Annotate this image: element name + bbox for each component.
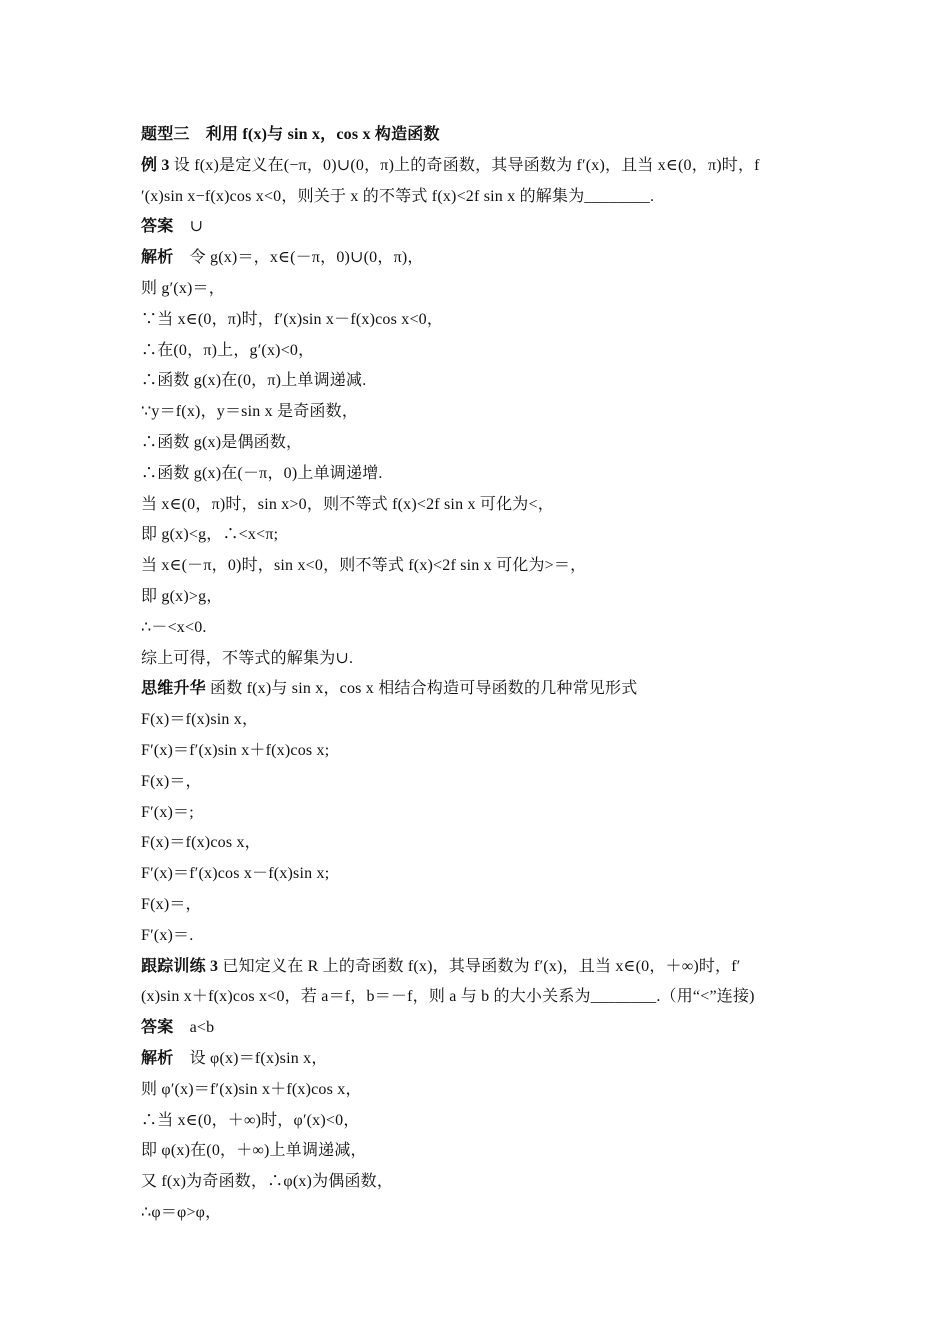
line-text: 设 φ(x)＝f(x)sin x， [173,1049,328,1067]
text-line [141,490,821,521]
line-text: 即 g(x)>g， [141,587,223,605]
text-line [141,1198,821,1229]
formula-line [141,705,821,736]
text-line [141,397,821,428]
formula-line [141,921,821,952]
line-text: 设 f(x)是定义在(−π，0)∪(0，π)上的奇函数，其导函数为 f′(x)，且当 x∈(0，π)时，f [169,156,760,174]
line-text: 则 φ′(x)＝f′(x)sin x＋f(x)cos x， [141,1080,362,1098]
analysis-line [141,243,821,274]
formula-line [141,890,821,921]
line-label: 例 3 [141,156,170,174]
text-line [141,428,821,459]
line-text: 又 f(x)为奇函数，∴φ(x)为偶函数， [141,1173,394,1191]
text-line [141,613,821,644]
text-line [141,644,821,675]
line-text: ∴在(0，π)上，g′(x)<0， [141,341,315,359]
analysis-line [141,1044,821,1075]
formula-line [141,859,821,890]
line-label: 解析 [141,249,174,267]
line-text: ∪ [173,218,204,236]
formula-line [141,767,821,798]
line-text: a<b [173,1019,215,1037]
line-label: 思维升华 [141,680,206,698]
line-text: 则 g′(x)＝， [141,279,225,297]
line-text: 已知定义在 R 上的奇函数 f(x)，其导函数为 f′(x)，且当 x∈(0，＋∞)时，f′ [218,957,741,975]
line-text: 当 x∈(－π，0)时，sin x<0，则不等式 f(x)<2f sin x 可化为>＝， [141,557,587,575]
line-text: ′(x)sin x−f(x)cos x<0，则关于 x 的不等式 f(x)<2f sin x 的解集为________. [141,187,655,205]
text-line [141,520,821,551]
line-text: F(x)＝， [141,772,202,790]
text-line [141,459,821,490]
line-label: 题型三 利用 f(x)与 sin x，cos x 构造函数 [141,126,440,143]
text-line [141,1167,821,1198]
line-text: ∴函数 g(x)在(－π，0)上单调递增. [141,464,383,482]
line-text: 当 x∈(0，π)时，sin x>0，则不等式 f(x)<2f sin x 可化为<， [141,495,554,513]
line-text: ∵y＝f(x)，y＝sin x 是奇函数， [141,403,359,421]
text-line [141,1075,821,1106]
example-3-question-cont [141,182,821,213]
line-label: 解析 [141,1049,174,1067]
line-text: F′(x)＝. [141,926,194,944]
line-text: F(x)＝， [141,895,202,913]
section-title [141,120,821,151]
line-text: 函数 f(x)与 sin x，cos x 相结合构造可导函数的几种常见形式 [205,680,638,698]
formula-line [141,736,821,767]
line-text: 令 g(x)＝，x∈(－π，0)∪(0，π)， [173,249,424,267]
summary-heading [141,674,821,705]
line-text: ∴－<x<0. [141,618,207,636]
text-line [141,336,821,367]
line-text: F′(x)＝f′(x)cos x－f(x)sin x; [141,865,330,883]
text-line [141,551,821,582]
line-text: ∴函数 g(x)在(0，π)上单调递减. [141,372,367,390]
line-text: ∴函数 g(x)是偶函数， [141,433,303,451]
line-text: 综上可得，不等式的解集为∪. [141,649,354,667]
text-line [141,1136,821,1167]
text-line [141,274,821,305]
answer-line [141,212,821,243]
line-text: F(x)＝f(x)cos x， [141,834,261,852]
example-3-question [141,151,821,182]
line-text: F′(x)＝; [141,803,194,821]
line-text: F(x)＝f(x)sin x， [141,711,259,729]
formula-line [141,828,821,859]
line-text: ∴当 x∈(0，＋∞)时，φ′(x)<0， [141,1111,360,1129]
line-label: 答案 [141,1019,174,1037]
text-line [141,1106,821,1137]
line-text: 即 φ(x)在(0，＋∞)上单调递减， [141,1142,367,1160]
text-line [141,582,821,613]
practice-3-question [141,952,821,983]
text-line [141,305,821,336]
line-text: ∵当 x∈(0，π)时，f′(x)sin x－f(x)cos x<0， [141,310,444,328]
line-text: ∴φ＝φ>φ， [141,1203,222,1221]
text-line [141,366,821,397]
line-label: 答案 [141,218,174,236]
answer-line [141,1013,821,1044]
practice-3-question-cont [141,982,821,1013]
formula-line [141,798,821,829]
line-label: 跟踪训练 3 [141,957,219,975]
line-text: F′(x)＝f′(x)sin x＋f(x)cos x; [141,741,330,759]
line-text: 即 g(x)<g，∴<x<π; [141,526,279,544]
document-page [141,120,821,1229]
line-text: (x)sin x＋f(x)cos x<0，若 a＝f，b＝－f，则 a 与 b 的大小关系为________.（用“<”连接) [141,988,755,1006]
